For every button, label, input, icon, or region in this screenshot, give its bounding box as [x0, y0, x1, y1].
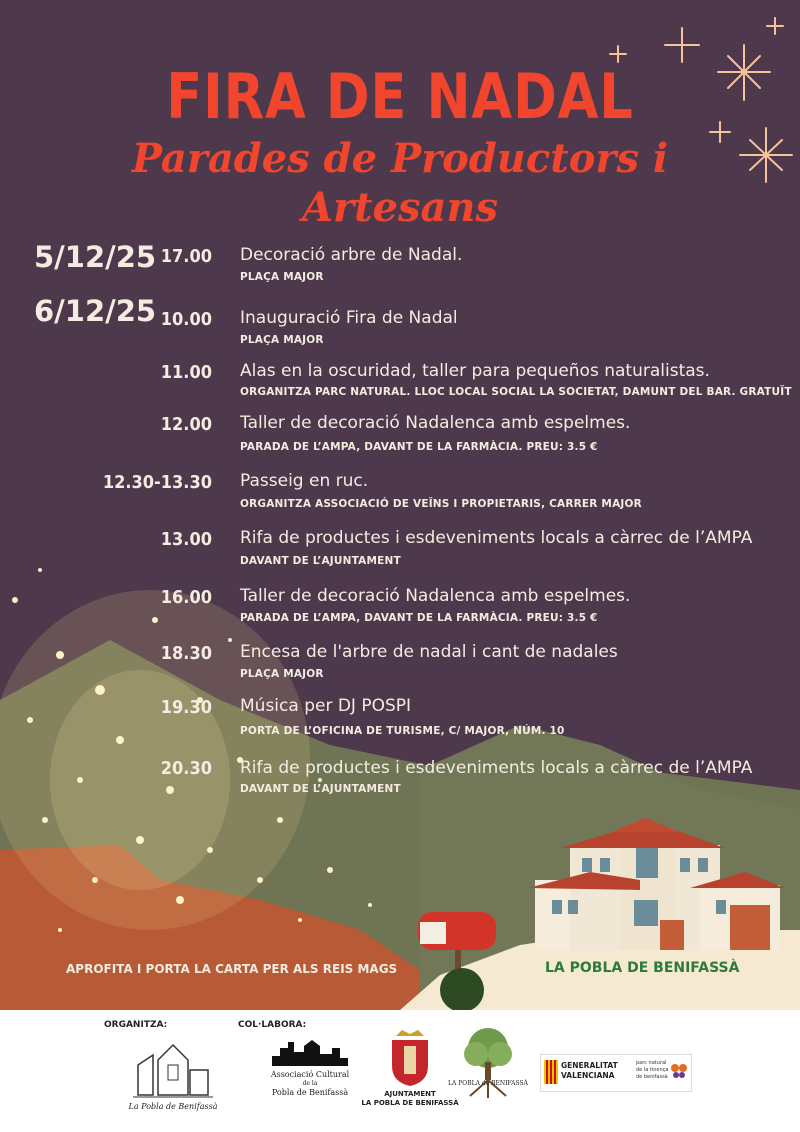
event-detail: DAVANT DE L’AJUNTAMENT [240, 555, 401, 567]
ajuntament-line2: LA POBLA DE BENIFASSÀ [361, 1099, 459, 1107]
event-date: 5/12/25 [34, 240, 157, 274]
poster-title: FIRA DE NADAL [166, 60, 634, 133]
event-title: Música per DJ POSPI [240, 696, 412, 716]
generalitat-text [561, 1061, 618, 1081]
event-detail: PLAÇA MAJOR [240, 334, 324, 346]
sponsor-strip [0, 1010, 800, 1132]
event-detail: PLAÇA MAJOR [240, 271, 324, 283]
ajuntament-text [358, 1090, 462, 1108]
town-name: LA POBLA DE BENIFASSÀ [545, 960, 740, 976]
gv-line1: GENERALITAT [561, 1061, 618, 1070]
reis-mags-note: APROFITA I PORTA LA CARTA PER ALS REIS MAGS [66, 962, 398, 976]
event-title: Rifa de productes i esdeveniments locals a càrrec de l’AMPA [240, 528, 753, 548]
event-time: 17.00 [160, 246, 212, 267]
event-detail: PLAÇA MAJOR [240, 668, 324, 680]
event-time: 12.30-13.30 [102, 472, 212, 493]
event-detail: PARADA DE L’AMPA, DAVANT DE LA FARMÀCIA. PREU: 3.5 € [240, 612, 598, 624]
butterfly-icon [670, 1062, 688, 1080]
event-detail: ORGANITZA PARC NATURAL. LLOC LOCAL SOCIAL LA SOCIETAT, DAMUNT DEL BAR. GRATUÏT [240, 386, 792, 398]
event-title: Inauguració Fira de Nadal [240, 308, 458, 328]
ajuntament-crest-icon [388, 1028, 432, 1088]
event-detail: PORTA DE L’OFICINA DE TURISME, C/ MAJOR, NÚM. 10 [240, 725, 565, 737]
event-detail: PARADA DE L’AMPA, DAVANT DE LA FARMÀCIA. PREU: 3.5 € [240, 441, 598, 453]
event-time: 12.00 [160, 414, 212, 435]
assoc-cultural-logo [270, 1038, 350, 1068]
parc-line2: de la tinença [636, 1067, 669, 1073]
event-title: Taller de decoració Nadalenca amb espelmes. [240, 413, 631, 433]
gv-line2: VALENCIANA [561, 1071, 615, 1080]
event-detail: ORGANITZA ASSOCIACIÓ DE VEÏNS I PROPIETARIS, CARRER MAJOR [240, 498, 642, 510]
event-time: 20.30 [160, 758, 212, 779]
event-time: 18.30 [160, 643, 212, 664]
assoc-line2: de la [302, 1080, 318, 1087]
event-time: 13.00 [160, 529, 212, 550]
organizer-logo [128, 1035, 218, 1110]
event-title: Rifa de productes i esdeveniments locals a càrrec de l’AMPA [240, 758, 753, 778]
assoc-line3: Pobla de Benifassà [271, 1088, 349, 1097]
event-time: 19.30 [160, 697, 212, 718]
event-time: 10.00 [160, 309, 212, 330]
event-title: Encesa de l'arbre de nadal i cant de nadales [240, 642, 618, 662]
organizer-logo-text: La Pobla de Benifassà [128, 1102, 218, 1111]
tree-logo-text: LA POBLA de BENIFASSÀ [448, 1080, 528, 1087]
event-title: Passeig en ruc. [240, 471, 369, 491]
event-title: Decoració arbre de Nadal. [240, 245, 463, 265]
poster-subtitle-line2: Artesans [301, 184, 499, 231]
event-time: 16.00 [160, 587, 212, 608]
parc-line3: de benifassà [636, 1074, 668, 1080]
generalitat-flag-icon [544, 1060, 558, 1084]
col-labora-label: COL·LABORA: [238, 1020, 307, 1030]
organitza-label: ORGANITZA: [104, 1020, 168, 1030]
assoc-cultural-text [262, 1070, 358, 1097]
event-time: 11.00 [160, 362, 212, 383]
event-detail: DAVANT DE L’AJUNTAMENT [240, 783, 401, 795]
event-title: Alas en la oscuridad, taller para pequeños naturalistas. [240, 361, 710, 381]
event-date: 6/12/25 [34, 294, 157, 328]
tree-logo-icon [456, 1026, 520, 1098]
assoc-line1: Associació Cultural [270, 1070, 350, 1079]
parc-natural-text [636, 1060, 668, 1081]
parc-line1: parc natural [636, 1060, 667, 1066]
event-title: Taller de decoració Nadalenca amb espelmes. [240, 586, 631, 606]
poster-subtitle-line1: Parades de Productors i [131, 135, 669, 182]
ajuntament-line1: AJUNTAMENT [384, 1090, 436, 1098]
